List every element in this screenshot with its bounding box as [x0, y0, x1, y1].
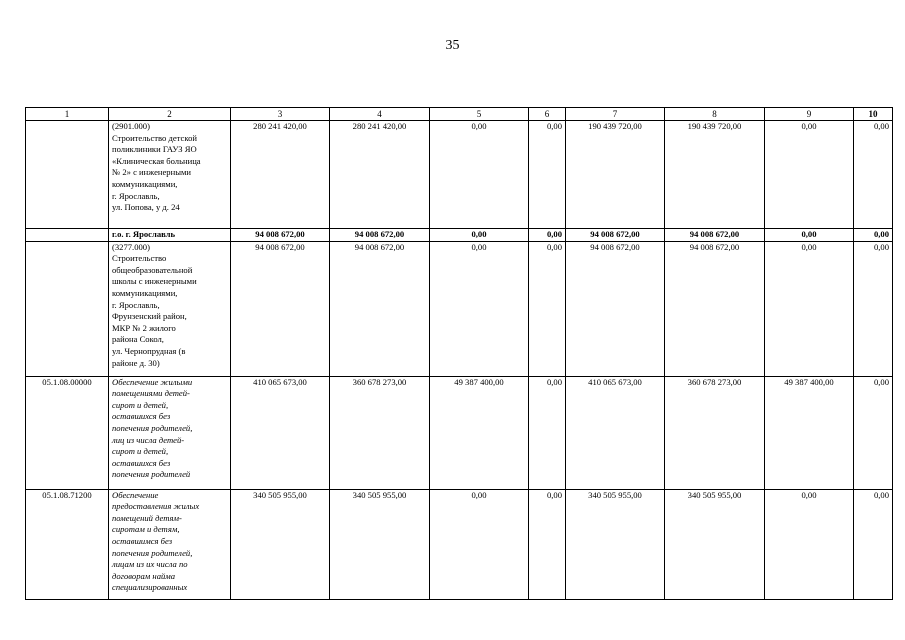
amount-cell-c6: 0,00 [529, 229, 566, 242]
column-header: 1 [26, 108, 109, 121]
budget-code-cell [26, 121, 109, 229]
column-header: 5 [430, 108, 529, 121]
amount-cell-c8: 190 439 720,00 [665, 121, 765, 229]
item-name-cell [109, 121, 231, 229]
item-name-line: ул. Чернопрудная (в [112, 345, 186, 356]
amount-cell-c5: 0,00 [430, 241, 529, 376]
item-name-line: общеобразовательной [112, 264, 193, 275]
table-row [26, 121, 893, 229]
item-name-line: школы с инженерными [112, 276, 197, 287]
column-header: 7 [566, 108, 665, 121]
item-name-line: предоставления жилых [112, 501, 200, 512]
item-name-line: сиротам и детям, [112, 524, 180, 535]
table-row [26, 241, 893, 376]
item-name-line: г. Ярославль, [112, 299, 160, 310]
item-name-line: оставшихся без [112, 411, 171, 422]
amount-cell-c3: 94 008 672,00 [231, 229, 330, 242]
amount-cell-c9: 0,00 [765, 229, 854, 242]
amount-cell-c3: 94 008 672,00 [231, 241, 330, 376]
amount-cell-c4: 94 008 672,00 [330, 229, 430, 242]
amount-cell-c8: 94 008 672,00 [665, 229, 765, 242]
item-name-line: «Клиническая больница [112, 155, 201, 166]
amount-cell-c5: 0,00 [430, 229, 529, 242]
amount-cell-c6: 0,00 [529, 376, 566, 489]
column-header: 6 [529, 108, 566, 121]
item-name-line: сирот и детей, [112, 399, 169, 410]
table-header-row [26, 108, 893, 121]
item-name-line: (2901.000) [112, 121, 150, 131]
item-name-line: оставшимся без [112, 535, 173, 546]
column-header: 4 [330, 108, 430, 121]
amount-cell-c9: 49 387 400,00 [765, 376, 854, 489]
page-number: 35 [445, 38, 460, 53]
item-name-cell [109, 229, 231, 242]
item-name-line: г. Ярославль, [112, 190, 160, 201]
item-name-line: сирот и детей, [112, 446, 169, 457]
item-name-cell [109, 376, 231, 489]
amount-cell-c8: 340 505 955,00 [665, 489, 765, 599]
item-name-line: коммуникациями, [112, 178, 178, 189]
item-name-line: коммуникациями, [112, 287, 178, 298]
amount-cell-c7: 94 008 672,00 [566, 241, 665, 376]
amount-cell-c7: 410 065 673,00 [566, 376, 665, 489]
item-name-line: Строительство [112, 253, 167, 264]
item-name-line: (3277.000) [112, 241, 150, 252]
budget-code-cell [26, 241, 109, 376]
column-header: 10 [854, 108, 893, 121]
amount-cell-c6: 0,00 [529, 121, 566, 229]
amount-cell-c10: 0,00 [854, 229, 893, 242]
amount-cell-c9: 0,00 [765, 121, 854, 229]
amount-cell-c9: 0,00 [765, 489, 854, 599]
item-name-line: ул. Попова, у д. 24 [112, 202, 180, 213]
amount-cell-c7: 94 008 672,00 [566, 229, 665, 242]
item-name-cell [109, 489, 231, 599]
item-name-line: поликлиники ГАУЗ ЯО [112, 144, 197, 155]
item-name-line: лицам из их числа по [112, 559, 188, 570]
item-name-line: попечения родителей [112, 469, 191, 480]
item-name-line: лиц из числа детей- [112, 434, 185, 445]
item-name-line: попечения родителей, [112, 422, 193, 433]
item-name-line: помещений детям- [112, 512, 182, 523]
amount-cell-c10: 0,00 [854, 489, 893, 599]
amount-cell-c3: 280 241 420,00 [231, 121, 330, 229]
item-name-cell [109, 241, 231, 376]
budget-table [25, 107, 893, 600]
amount-cell-c8: 94 008 672,00 [665, 241, 765, 376]
amount-cell-c9: 0,00 [765, 241, 854, 376]
item-name-line: г.о. г. Ярославль [112, 229, 176, 239]
item-name-line: районе д. 30) [112, 357, 160, 368]
budget-code-cell [26, 229, 109, 242]
table-row [26, 489, 893, 599]
amount-cell-c6: 0,00 [529, 489, 566, 599]
item-name-line: попечения родителей, [112, 547, 193, 558]
amount-cell-c4: 280 241 420,00 [330, 121, 430, 229]
amount-cell-c10: 0,00 [854, 241, 893, 376]
amount-cell-c6: 0,00 [529, 241, 566, 376]
item-name-line: МКР № 2 жилого [112, 322, 176, 333]
item-name-line: № 2» с инженерными [112, 167, 192, 178]
item-name-line: Обеспечение [112, 489, 159, 500]
amount-cell-c8: 360 678 273,00 [665, 376, 765, 489]
amount-cell-c3: 340 505 955,00 [231, 489, 330, 599]
column-header: 9 [765, 108, 854, 121]
amount-cell-c10: 0,00 [854, 121, 893, 229]
item-name-line: Строительство детской [112, 132, 197, 143]
item-name-line: Обеспечение жилыми [112, 376, 193, 387]
item-name-line: специализированных [112, 582, 188, 593]
amount-cell-c3: 410 065 673,00 [231, 376, 330, 489]
item-name-line: Фрунзенский район, [112, 311, 187, 322]
column-header: 8 [665, 108, 765, 121]
item-name-line: района Сокол, [112, 334, 164, 345]
amount-cell-c4: 94 008 672,00 [330, 241, 430, 376]
budget-code-cell: 05.1.08.00000 [26, 376, 109, 489]
item-name-line: договорам найма [112, 570, 176, 581]
amount-cell-c5: 0,00 [430, 121, 529, 229]
amount-cell-c4: 360 678 273,00 [330, 376, 430, 489]
amount-cell-c7: 340 505 955,00 [566, 489, 665, 599]
amount-cell-c5: 49 387 400,00 [430, 376, 529, 489]
column-header: 3 [231, 108, 330, 121]
amount-cell-c7: 190 439 720,00 [566, 121, 665, 229]
amount-cell-c4: 340 505 955,00 [330, 489, 430, 599]
amount-cell-c10: 0,00 [854, 376, 893, 489]
budget-code-cell: 05.1.08.71200 [26, 489, 109, 599]
item-name-line: помещениями детей- [112, 388, 190, 399]
table-row [26, 376, 893, 489]
item-name-line: оставшихся без [112, 457, 171, 468]
table-row [26, 229, 893, 242]
column-header: 2 [109, 108, 231, 121]
amount-cell-c5: 0,00 [430, 489, 529, 599]
